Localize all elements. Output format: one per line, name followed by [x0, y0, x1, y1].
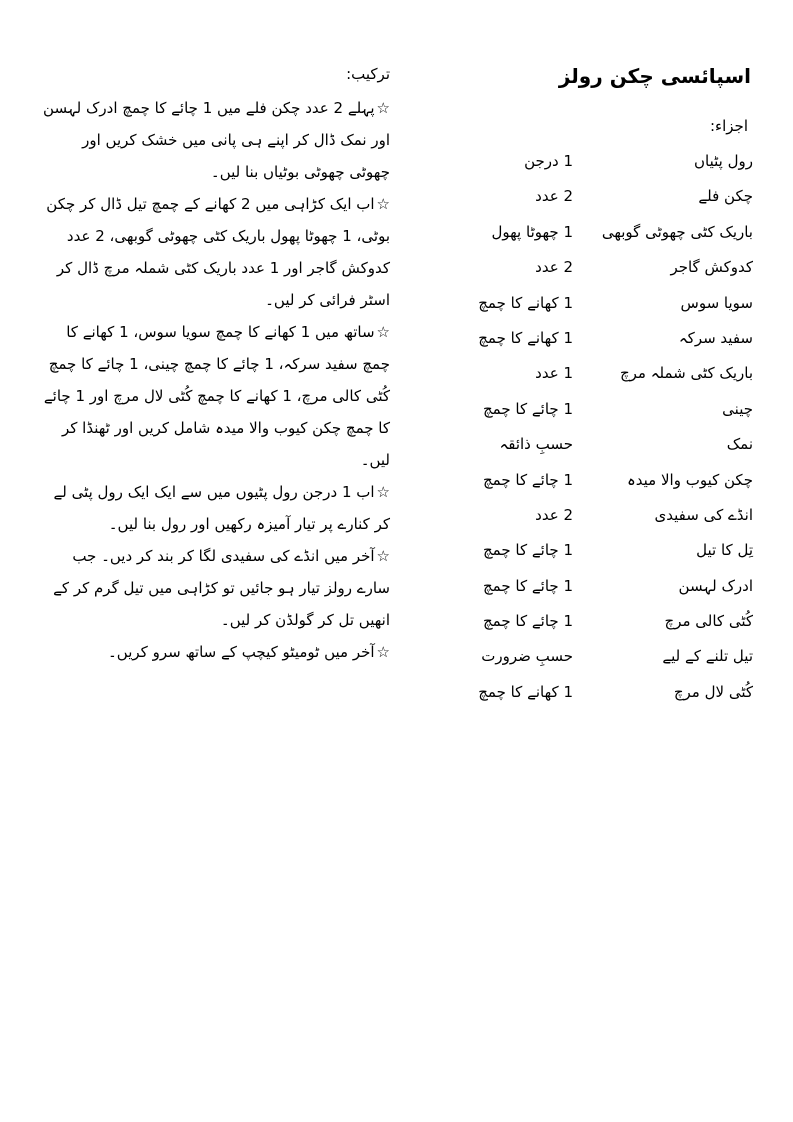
ingredient-row — [418, 573, 753, 608]
ingredient-row — [418, 431, 753, 466]
ingredient-row — [418, 396, 753, 431]
ingredient-name: چکن کیوب والا میدہ — [626, 470, 753, 489]
ingredient-row — [418, 502, 753, 537]
method-step-text: اب ایک کڑاہی میں 2 کھانے کے چمچ تیل ڈال کر چکن بوٹی، 1 چھوٹا پھول باریک کٹی چھوٹی گوبھی، 2 عدد کدوکش گاجر اور 1 عدد باریک کٹی شملہ مرچ ڈال کر اسٹر فرائی کر لیں۔ — [46, 195, 390, 309]
method-step — [40, 316, 390, 476]
ingredient-quantity: 1 کھانے کا چمچ — [478, 682, 573, 701]
ingredient-quantity: 1 چائے کا چمچ — [483, 541, 573, 560]
ingredient-quantity: 2 عدد — [535, 187, 573, 206]
ingredient-quantity: 1 چائے کا چمچ — [483, 576, 573, 595]
ingredient-quantity: حسبِ ضرورت — [481, 647, 573, 666]
star-icon: ☆ — [376, 195, 390, 213]
ingredient-name: باریک کٹی شملہ مرچ — [619, 364, 753, 383]
ingredient-quantity: 2 عدد — [535, 258, 573, 277]
ingredient-row — [418, 183, 753, 218]
ingredient-name: نمک — [726, 435, 753, 454]
ingredient-quantity: 1 عدد — [535, 364, 573, 383]
method-step — [40, 540, 390, 636]
method-step-text: آخر میں ٹومیٹو کیچپ کے ساتھ سرو کریں۔ — [108, 643, 375, 661]
ingredient-row — [418, 254, 753, 289]
ingredient-quantity: 1 درجن — [524, 152, 573, 170]
ingredient-name: کُٹی کالی مرچ — [664, 612, 753, 631]
ingredient-name: ادرک لہسن — [678, 576, 753, 595]
ingredient-quantity: 1 کھانے کا چمچ — [478, 293, 573, 312]
ingredient-name: چینی — [722, 399, 753, 418]
ingredient-name: تیل تلنے کے لیے — [662, 647, 753, 666]
star-icon: ☆ — [376, 547, 390, 565]
ingredient-row — [418, 360, 753, 395]
method-step — [40, 188, 390, 316]
ingredients-list — [418, 148, 753, 714]
ingredient-name: کُٹی لال مرچ — [673, 682, 753, 701]
ingredient-quantity: 1 چائے کا چمچ — [483, 399, 573, 418]
ingredient-row — [418, 325, 753, 360]
star-icon: ☆ — [376, 323, 390, 341]
ingredient-quantity: 1 چائے کا چمچ — [483, 612, 573, 631]
ingredient-quantity: 1 چائے کا چمچ — [483, 470, 573, 489]
ingredient-name: باریک کٹی چھوٹی گوبھی — [601, 222, 753, 241]
ingredient-quantity: 1 چھوٹا پھول — [491, 222, 573, 241]
ingredient-row — [418, 290, 753, 325]
ingredient-quantity: 2 عدد — [535, 505, 573, 524]
ingredient-row — [418, 537, 753, 572]
star-icon: ☆ — [376, 99, 390, 117]
ingredients-heading: اجزاء: — [710, 117, 748, 135]
method-step-text: پہلے 2 عدد چکن فلے میں 1 چائے کا چمچ ادرک لہسن اور نمک ڈال کر اپنے ہی پانی میں خشک کریں اور چھوٹی چھوٹی بوٹیاں بنا لیں۔ — [43, 99, 390, 181]
ingredient-quantity: 1 کھانے کا چمچ — [478, 328, 573, 347]
ingredient-name: سویا سوس — [680, 293, 753, 312]
method-step — [40, 476, 390, 540]
method-step — [40, 92, 390, 188]
ingredient-name: کدوکش گاجر — [670, 258, 753, 277]
method-steps — [40, 92, 390, 668]
ingredient-row — [418, 148, 753, 183]
method-heading: ترکیب: — [346, 65, 390, 83]
ingredient-row — [418, 679, 753, 714]
ingredient-row — [418, 467, 753, 502]
ingredient-name: چکن فلے — [698, 187, 753, 206]
star-icon: ☆ — [376, 483, 390, 501]
recipe-title: اسپائسی چکن رولز — [558, 64, 751, 88]
ingredient-row — [418, 643, 753, 678]
method-step — [40, 636, 390, 668]
ingredient-quantity: حسبِ ذائقہ — [499, 435, 573, 454]
method-step-text: آخر میں انڈے کی سفیدی لگا کر بند کر دیں۔ جب سارے رولز تیار ہو جائیں تو کڑاہی میں تیل گرم کر کے انھیں تل کر گولڈن کر لیں۔ — [53, 547, 390, 629]
method-step-text: اب 1 درجن رول پٹیوں میں سے ایک ایک رول پٹی لے کر کنارے پر تیار آمیزہ رکھیں اور رول بنا لیں۔ — [53, 483, 390, 533]
ingredient-name: سفید سرکہ — [678, 328, 753, 347]
ingredient-name: تِل کا تیل — [696, 541, 753, 560]
ingredient-row — [418, 219, 753, 254]
ingredient-name: انڈے کی سفیدی — [654, 505, 753, 524]
ingredient-row — [418, 608, 753, 643]
ingredient-name: رول پٹیاں — [694, 152, 753, 170]
star-icon: ☆ — [376, 643, 390, 661]
method-step-text: ساتھ میں 1 کھانے کا چمچ سویا سوس، 1 کھانے کا چمچ سفید سرکہ، 1 چائے کا چمچ چینی، 1 چائے کا چمچ کُٹی کالی مرچ، 1 کھانے کا چمچ کُٹی لال مرچ اور 1 چائے کا چمچ چکن کیوب والا میدہ شامل کریں اور ٹھنڈا کر لیں۔ — [43, 323, 390, 469]
